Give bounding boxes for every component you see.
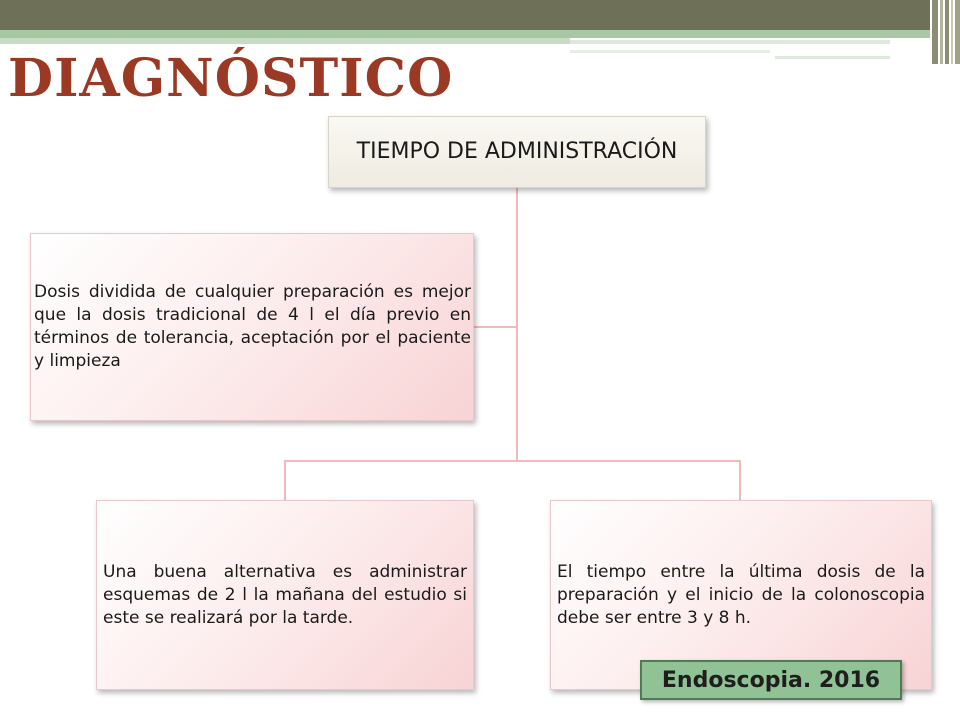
child-node-text: El tiempo entre la última dosis de la preparación y el inicio de la colonoscopia debe ser entre 3 y 8 h. — [557, 561, 925, 628]
header-accent-line — [570, 40, 890, 44]
corner-stripe — [951, 0, 953, 64]
connector-children-bar — [284, 460, 740, 462]
corner-stripe — [945, 0, 949, 64]
root-node-text: TIEMPO DE ADMINISTRACIÓN — [356, 139, 678, 164]
assistant-node-text: Dosis dividida de cualquier preparación es mejor que la dosis tradicional de 4 l el día previo en términos de tolerancia, aceptación por el paciente y limpieza — [34, 282, 471, 371]
connector-assistant — [474, 326, 518, 328]
corner-stripe — [955, 0, 960, 64]
header-accent-stripe — [0, 30, 930, 38]
header-band — [0, 0, 930, 30]
connector-child-left — [284, 460, 286, 500]
diagram-assistant-node — [30, 233, 474, 421]
corner-stripe — [940, 0, 943, 64]
diagram-child-node-left — [96, 500, 474, 690]
corner-stripe — [932, 0, 938, 64]
header-accent-line — [775, 56, 890, 59]
connector-child-right — [739, 460, 741, 500]
diagram-root-node — [328, 116, 706, 188]
header-accent-line — [570, 50, 770, 53]
header-accent-stripe — [0, 38, 570, 44]
child-node-text: Una buena alternativa es administrar esquemas de 2 l la mañana del estudio si este se realizará por la tarde. — [103, 561, 467, 628]
connector-root-trunk — [516, 188, 518, 461]
slide-title: DIAGNÓSTICO — [8, 48, 454, 109]
source-badge: Endoscopia. 2016 — [640, 660, 902, 700]
